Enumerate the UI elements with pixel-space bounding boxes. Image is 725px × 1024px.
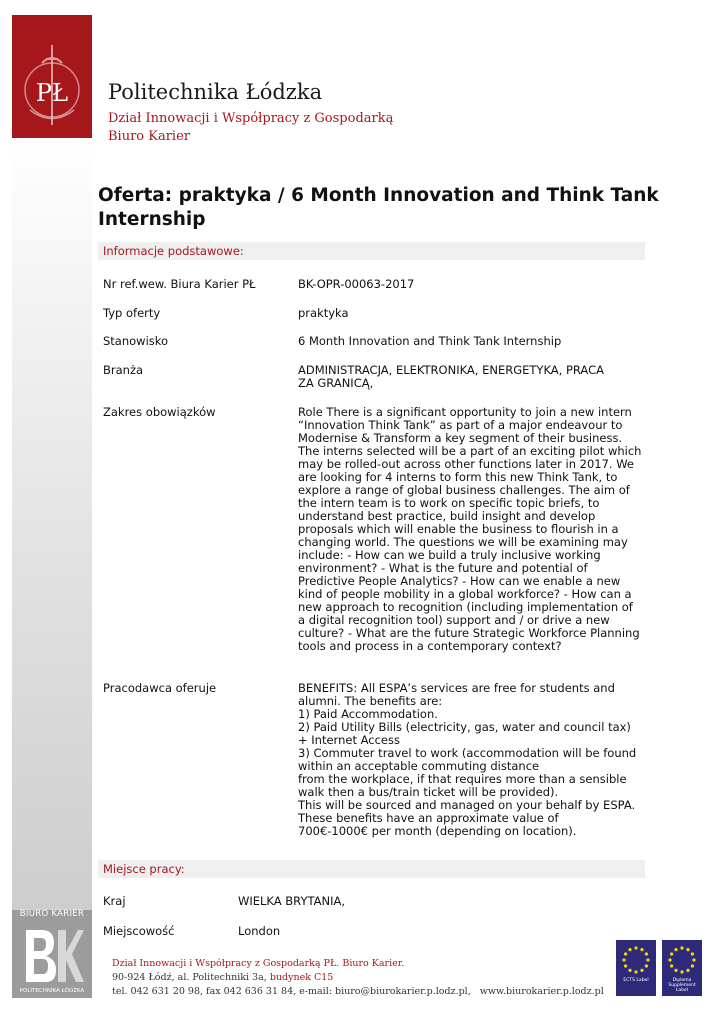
field-label-position: Stanowisko — [103, 334, 169, 348]
field-label-industry: Branża — [103, 363, 144, 377]
eu-stars-icon — [620, 944, 652, 976]
side-stripe — [12, 138, 92, 998]
footer-phone-fax: tel. 042 631 20 98, fax 042 636 31 84, e-mail: — [112, 986, 332, 997]
field-label-city: Miejscowość — [103, 924, 175, 938]
field-value-benefits: BENEFITS: All ESPA’s services are free for students and alumni. The benefits are: 1) Paid Accommodation. 2) Paid Utility Bills (electricity, gas, water and council tax) + Internet Access 3) Commuter travel to work (accommodation will be found within an acceptable commuting distance from the workplace, if that requires more than a sensible walk then a bus/train ticket will be provided). This will be sourced and managed on your behalf by ESPA. These benefits have an approximate value of 700€-1000€ per month (depending on location). — [298, 681, 637, 838]
ects-label-text: ECTS Label — [623, 978, 649, 983]
field-value-type: praktyka — [298, 306, 349, 320]
field-value-ref: BK-OPR-00063-2017 — [298, 277, 415, 291]
ects-label-badge — [616, 940, 656, 996]
field-value-city: London — [238, 924, 281, 938]
footer-address — [112, 972, 333, 983]
field-value-country: WIELKA BRYTANIA, — [238, 894, 345, 908]
field-label-ref: Nr ref.wew. Biura Karier PŁ — [103, 277, 256, 291]
field-label-country: Kraj — [103, 894, 126, 908]
section-workplace: Miejsce pracy: — [98, 860, 645, 878]
bk-logo-top-text: BIURO KARIER — [19, 909, 85, 919]
page-title: Oferta: praktyka / 6 Month Innovation and Think Tank Internship — [98, 185, 659, 230]
footer-email-link[interactable]: biuro@biurokarier.p.lodz.pl, — [334, 986, 471, 997]
diploma-supplement-badge — [662, 940, 702, 996]
office-name: Biuro Karier — [108, 129, 190, 144]
diploma-label-text: Diploma Supplement Label — [668, 978, 696, 993]
field-label-benefits: Pracodawca oferuje — [103, 681, 217, 695]
field-label-type: Typ oferty — [103, 306, 161, 320]
bk-letters-icon — [22, 926, 84, 986]
university-emblem-icon — [12, 15, 92, 138]
footer-building: budynek C15 — [269, 972, 334, 983]
field-value-industry: ADMINISTRACJA, ELEKTRONIKA, ENERGETYKA, PRACA ZA GRANICĄ, — [298, 363, 604, 390]
footer-contact — [112, 986, 604, 997]
section-basic-info: Informacje podstawowe: — [98, 242, 645, 260]
eu-stars-icon — [666, 944, 698, 976]
footer-website-link[interactable]: www.biurokarier.p.lodz.pl — [479, 986, 604, 997]
university-logo — [12, 15, 92, 138]
field-label-duties: Zakres obowiązków — [103, 405, 216, 419]
field-value-position: 6 Month Innovation and Think Tank Internship — [298, 334, 562, 348]
logo-text: PŁ — [35, 79, 69, 107]
department-name: Dział Innowacji i Współpracy z Gospodarką — [108, 111, 394, 126]
footer-street: 90-924 Łódź, al. Politechniki 3a, — [112, 972, 267, 983]
field-value-duties: Role There is a significant opportunity to join a new intern “Innovation Think Tank” as part of a major endeavour to Modernise & Transform a key segment of their business. The interns selected will be a part of an exciting pilot which may be rolled-out across other functions later in 2017. We are looking for 4 interns to form this new Think Tank, to explore a range of global business challenges. The aim of the intern team is to work on specific topic briefs, to understand best practice, build insight and develop proposals which will enable the business to flourish in a changing world. The questions we will be examining may include: - How can we build a truly inclusive working environment? - What is the future and potential of Predictive People Analytics? - How can we enable a new kind of people mobility in a global workforce? - How can a new approach to recognition (including implementation of a digital recognition tool) support and / or drive a new culture? - What are the future Strategic Workforce Planning tools and process in a contemporary context? — [298, 405, 642, 653]
university-name: Politechnika Łódzka — [108, 80, 323, 104]
footer-department: Dział Innowacji i Współpracy z Gospodarką PŁ. Biuro Karier. — [112, 958, 405, 969]
bk-logo-bottom-text: POLITECHNIKA ŁÓDZKA — [19, 988, 85, 994]
